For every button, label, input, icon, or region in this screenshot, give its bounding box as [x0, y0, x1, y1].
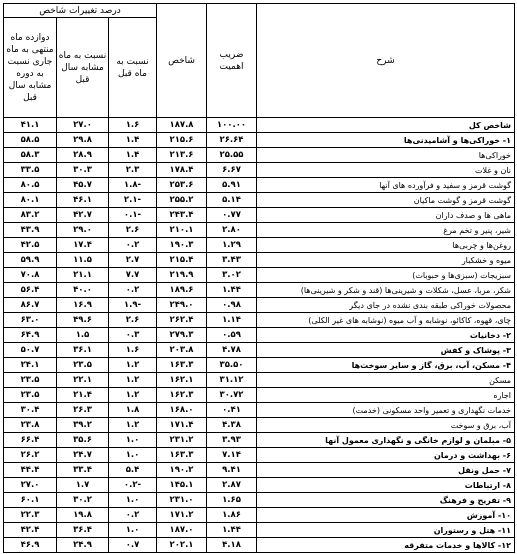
row-description: گوشت قرمز و گوشت ماکیان: [257, 193, 515, 208]
row-yoy-change: ۴۲.۷: [57, 208, 109, 223]
row-description: ۸- ارتباطات: [257, 478, 515, 493]
row-description: شکر، مربا، عسل، شکلات و شیرینی‌ها (قند و شکر و شیرینی‌ها): [257, 283, 515, 298]
row-yoy-change: ۱.۵: [57, 328, 109, 343]
row-yoy-change: ۲۷.۰: [57, 118, 109, 133]
row-yoy-change: ۳۳.۴: [57, 463, 109, 478]
table-row: [4, 163, 515, 178]
row-index: ۲۷۹.۳: [157, 328, 207, 343]
row-description: ماهی ها و صدف داران: [257, 208, 515, 223]
row-twelve-month-change: ۶۴.۹: [4, 328, 57, 343]
table-row: [4, 268, 515, 283]
row-weight: ۲۵.۵۵: [207, 148, 257, 163]
row-index: ۱۶۳.۳: [157, 358, 207, 373]
table-row: [4, 253, 515, 268]
row-twelve-month-change: ۲۷.۰: [4, 478, 57, 493]
header-change-group: درصد تغییرات شاخص: [4, 4, 157, 18]
table-row: [4, 418, 515, 433]
table-row: [4, 208, 515, 223]
row-description: ۷- حمل ونقل: [257, 463, 515, 478]
row-weight: ۱.۲۹: [207, 238, 257, 253]
row-twelve-month-change: ۳۰.۴: [4, 403, 57, 418]
row-twelve-month-change: ۸۳.۲: [4, 208, 57, 223]
row-weight: ۴.۳۸: [207, 418, 257, 433]
table-row: [4, 523, 515, 538]
table-row: [4, 358, 515, 373]
row-monthly-change: ۱.۲: [109, 373, 157, 388]
row-twelve-month-change: ۴۲.۵: [4, 238, 57, 253]
row-description: ۹- تفریح و فرهنگ: [257, 493, 515, 508]
row-twelve-month-change: ۵۰.۷: [4, 343, 57, 358]
table-row: [4, 433, 515, 448]
row-weight: ۳۵.۵۰: [207, 358, 257, 373]
row-description: شاخص کل: [257, 118, 515, 133]
row-twelve-month-change: ۲۶.۲: [4, 448, 57, 463]
row-monthly-change: ۰.۳: [109, 328, 157, 343]
row-index: ۲۵۵.۲: [157, 193, 207, 208]
row-description: ۲- دخانیات: [257, 328, 515, 343]
row-twelve-month-change: ۴۳.۹: [4, 223, 57, 238]
table-row: [4, 343, 515, 358]
row-description: ۳- پوشاک و کفش: [257, 343, 515, 358]
row-monthly-change: -۲.۱: [109, 193, 157, 208]
row-weight: ۳۰.۷۲: [207, 388, 257, 403]
row-monthly-change: ۱.۰: [109, 448, 157, 463]
row-weight: ۶.۶۷: [207, 163, 257, 178]
row-index: ۲۳۱.۲: [157, 433, 207, 448]
row-monthly-change: ۲.۶: [109, 313, 157, 328]
row-description: ۶- بهداشت و درمان: [257, 448, 515, 463]
row-twelve-month-change: ۳۳.۵: [4, 163, 57, 178]
table-row: [4, 373, 515, 388]
row-index: ۱۹۰.۲: [157, 463, 207, 478]
row-index: ۲۴۹.۰: [157, 298, 207, 313]
row-monthly-change: ۱.۴: [109, 148, 157, 163]
row-monthly-change: ۱.۲: [109, 418, 157, 433]
row-monthly-change: ۰.۷: [109, 538, 157, 553]
row-weight: ۱۰۰.۰۰: [207, 118, 257, 133]
row-monthly-change: ۱.۸: [109, 403, 157, 418]
row-twelve-month-change: ۶۶.۴: [4, 433, 57, 448]
table-row: [4, 463, 515, 478]
row-index: ۱۸۹.۶: [157, 283, 207, 298]
row-monthly-change: -۱.۹: [109, 298, 157, 313]
row-yoy-change: ۳۹.۲: [57, 418, 109, 433]
table-row: [4, 493, 515, 508]
row-yoy-change: ۳۰.۲: [57, 493, 109, 508]
row-description: سبزیجات (سبزی‌ها و حبوبات): [257, 268, 515, 283]
header-weight: ضریب اهمیت: [207, 4, 257, 118]
row-index: ۲۶۲.۴: [157, 313, 207, 328]
row-weight: ۵.۱۴: [207, 193, 257, 208]
row-monthly-change: ۱.۰: [109, 433, 157, 448]
row-index: ۱۷۸.۴: [157, 163, 207, 178]
row-twelve-month-change: ۵۹.۹: [4, 253, 57, 268]
row-index: ۲۰۲.۱: [157, 538, 207, 553]
row-index: ۱۶۸.۰: [157, 403, 207, 418]
row-yoy-change: ۲۶.۳: [57, 403, 109, 418]
row-twelve-month-change: ۴۲.۴: [4, 523, 57, 538]
row-monthly-change: ۲.۷: [109, 253, 157, 268]
row-index: ۱۶۳.۳: [157, 448, 207, 463]
row-weight: ۴.۱۸: [207, 538, 257, 553]
row-description: خدمات نگهداری و تعمیر واحد مسکونی (خدمت): [257, 403, 515, 418]
table-row: [4, 283, 515, 298]
row-weight: ۰.۵۹: [207, 328, 257, 343]
table-header: [4, 4, 515, 118]
table-row: [4, 178, 515, 193]
row-description: محصولات خوراکی طبقه بندی نشده در جای دیگر: [257, 298, 515, 313]
row-monthly-change: ۵.۴: [109, 463, 157, 478]
row-index: ۲۵۳.۶: [157, 178, 207, 193]
table-row: [4, 298, 515, 313]
row-monthly-change: ۰.۲: [109, 238, 157, 253]
row-description: خوراکی‌ها: [257, 148, 515, 163]
table-row: [4, 223, 515, 238]
row-monthly-change: ۱.۰: [109, 523, 157, 538]
row-weight: ۱.۱۴: [207, 313, 257, 328]
row-description: روغن‌ها و چربی‌ها: [257, 238, 515, 253]
row-weight: ۰.۹۸: [207, 298, 257, 313]
row-weight: ۲۶.۶۴: [207, 133, 257, 148]
header-index: شاخص: [157, 4, 207, 118]
row-monthly-change: -۱.۸: [109, 178, 157, 193]
row-weight: ۰.۴۱: [207, 403, 257, 418]
row-index: ۲۱۵.۴: [157, 253, 207, 268]
row-weight: ۴.۷۸: [207, 343, 257, 358]
row-description: شیر، پنیر و تخم مرغ: [257, 223, 515, 238]
header-twelve-month-change: دوازده ماه منتهی به ماه جاری نسبت به دوره مشابه سال قبل: [4, 18, 57, 118]
row-monthly-change: -۰.۱: [109, 208, 157, 223]
row-description: ۱۱- هتل و رستوران: [257, 523, 515, 538]
row-yoy-change: ۱۷.۴: [57, 238, 109, 253]
row-index: ۱۴۵.۱: [157, 478, 207, 493]
row-weight: ۳.۰۲: [207, 268, 257, 283]
row-weight: ۰.۷۷: [207, 208, 257, 223]
row-weight: ۳.۹۳: [207, 433, 257, 448]
row-monthly-change: ۷.۷: [109, 268, 157, 283]
row-monthly-change: ۰.۲: [109, 508, 157, 523]
row-description: اجاره: [257, 388, 515, 403]
row-yoy-change: ۳۶.۱: [57, 343, 109, 358]
row-yoy-change: ۲۸.۹: [57, 148, 109, 163]
row-yoy-change: ۴۰.۰: [57, 283, 109, 298]
table-row: [4, 328, 515, 343]
row-description: ۴- مسکن، آب، برق، گاز و سایر سوخت‌ها: [257, 358, 515, 373]
row-yoy-change: ۲۴.۷: [57, 448, 109, 463]
row-index: ۲۱۰.۱: [157, 223, 207, 238]
row-monthly-change: -۰.۲: [109, 478, 157, 493]
row-description: چای، قهوه، کاکائو، نوشابه و آب میوه (نوشابه های غیر الکلی): [257, 313, 515, 328]
row-monthly-change: ۱.۰: [109, 493, 157, 508]
row-weight: ۲.۸۰: [207, 223, 257, 238]
row-index: ۱۸۷.۰: [157, 523, 207, 538]
row-description: ۵- مبلمان و لوازم خانگی و نگهداری معمول آنها: [257, 433, 515, 448]
row-twelve-month-change: ۲۴.۱: [4, 358, 57, 373]
row-index: ۱۷۱.۴: [157, 418, 207, 433]
row-index: ۲۱۵.۶: [157, 133, 207, 148]
row-monthly-change: ۲.۳: [109, 163, 157, 178]
row-weight: ۵.۹۱: [207, 178, 257, 193]
row-weight: ۱.۴۴: [207, 523, 257, 538]
row-index: ۱۸۷.۸: [157, 118, 207, 133]
row-twelve-month-change: ۲۳.۵: [4, 388, 57, 403]
row-yoy-change: ۲۱.۴: [57, 388, 109, 403]
row-yoy-change: ۱۶.۹: [57, 298, 109, 313]
row-monthly-change: ۱.۲: [109, 388, 157, 403]
row-yoy-change: ۱۱.۵: [57, 253, 109, 268]
row-monthly-change: ۰.۲: [109, 283, 157, 298]
table-row: [4, 238, 515, 253]
table-row: [4, 538, 515, 553]
row-index: ۲۰۳.۸: [157, 343, 207, 358]
row-yoy-change: ۳۰.۳: [57, 163, 109, 178]
row-yoy-change: ۲۴.۹: [57, 538, 109, 553]
row-description: آب، برق و سوخت: [257, 418, 515, 433]
row-weight: ۷.۱۴: [207, 448, 257, 463]
row-twelve-month-change: ۸۶.۷: [4, 298, 57, 313]
table-row: [4, 508, 515, 523]
row-index: ۱۹۰.۳: [157, 238, 207, 253]
row-monthly-change: ۱.۴: [109, 133, 157, 148]
row-twelve-month-change: ۶۳.۰: [4, 313, 57, 328]
row-twelve-month-change: ۸۰.۱: [4, 193, 57, 208]
row-twelve-month-change: ۸۰.۵: [4, 178, 57, 193]
row-index: ۲۴۳.۴: [157, 208, 207, 223]
row-yoy-change: ۳۶.۴: [57, 523, 109, 538]
row-twelve-month-change: ۵۸.۳: [4, 148, 57, 163]
row-description: مسکن: [257, 373, 515, 388]
row-description: ۱۲- کالاها و خدمات متفرقه: [257, 538, 515, 553]
row-twelve-month-change: ۲۳.۸: [4, 418, 57, 433]
table-row: [4, 148, 515, 163]
row-twelve-month-change: ۲۳.۵: [4, 373, 57, 388]
row-twelve-month-change: ۴۴.۴: [4, 463, 57, 478]
row-index: ۱۷۱.۲: [157, 508, 207, 523]
row-weight: ۳۱.۱۲: [207, 373, 257, 388]
row-yoy-change: ۲۲.۱: [57, 373, 109, 388]
cpi-table: [3, 3, 515, 553]
header-description: شرح: [257, 4, 515, 118]
row-twelve-month-change: ۴۶.۹: [4, 538, 57, 553]
row-twelve-month-change: ۴۱.۱: [4, 118, 57, 133]
row-weight: ۳.۴۳: [207, 253, 257, 268]
row-twelve-month-change: ۷۰.۸: [4, 268, 57, 283]
row-yoy-change: ۲۹.۰: [57, 223, 109, 238]
row-index: ۱۶۲.۱: [157, 373, 207, 388]
table-row: [4, 478, 515, 493]
row-weight: ۹.۴۱: [207, 463, 257, 478]
row-twelve-month-change: ۲۲.۳: [4, 508, 57, 523]
table-row: [4, 403, 515, 418]
row-monthly-change: ۲.۶: [109, 223, 157, 238]
table-row: [4, 313, 515, 328]
row-yoy-change: ۲۳.۵: [57, 358, 109, 373]
table-row: [4, 193, 515, 208]
row-monthly-change: ۱.۲: [109, 358, 157, 373]
row-monthly-change: ۱.۶: [109, 118, 157, 133]
table-row: [4, 133, 515, 148]
row-description: گوشت قرمز و سفید و فرآورده های آنها: [257, 178, 515, 193]
table-body: [4, 118, 515, 553]
row-twelve-month-change: ۶۰.۱: [4, 493, 57, 508]
row-weight: ۲.۸۷: [207, 478, 257, 493]
row-yoy-change: ۴۹.۶: [57, 313, 109, 328]
row-description: ۱- خوراکی‌ها و آشامیدنی‌ها: [257, 133, 515, 148]
row-yoy-change: ۴۶.۱: [57, 193, 109, 208]
row-description: میوه و خشکبار: [257, 253, 515, 268]
row-yoy-change: ۲۱.۱: [57, 268, 109, 283]
row-description: نان و غلات: [257, 163, 515, 178]
row-index: ۲۱۹.۹: [157, 268, 207, 283]
row-yoy-change: ۳۵.۶: [57, 433, 109, 448]
row-monthly-change: ۱.۶: [109, 343, 157, 358]
row-twelve-month-change: ۵۶.۴: [4, 283, 57, 298]
row-description: ۱۰- آموزش: [257, 508, 515, 523]
row-yoy-change: ۲۹.۸: [57, 133, 109, 148]
row-weight: ۱.۸۶: [207, 508, 257, 523]
header-yoy-change: نسبت به ماه مشابه سال قبل: [57, 18, 109, 118]
row-index: ۱۶۲.۳: [157, 388, 207, 403]
header-monthly-change: نسبت به ماه قبل: [109, 18, 157, 118]
row-twelve-month-change: ۵۸.۵: [4, 133, 57, 148]
table-row: [4, 118, 515, 133]
table-row: [4, 448, 515, 463]
row-weight: ۱.۴۴: [207, 283, 257, 298]
table-row: [4, 388, 515, 403]
row-weight: ۱.۶۵: [207, 493, 257, 508]
row-yoy-change: ۴۵.۷: [57, 178, 109, 193]
row-index: ۲۳۱.۰: [157, 493, 207, 508]
row-yoy-change: ۱.۷: [57, 478, 109, 493]
row-yoy-change: ۱۹.۸: [57, 508, 109, 523]
row-index: ۲۱۳.۶: [157, 148, 207, 163]
